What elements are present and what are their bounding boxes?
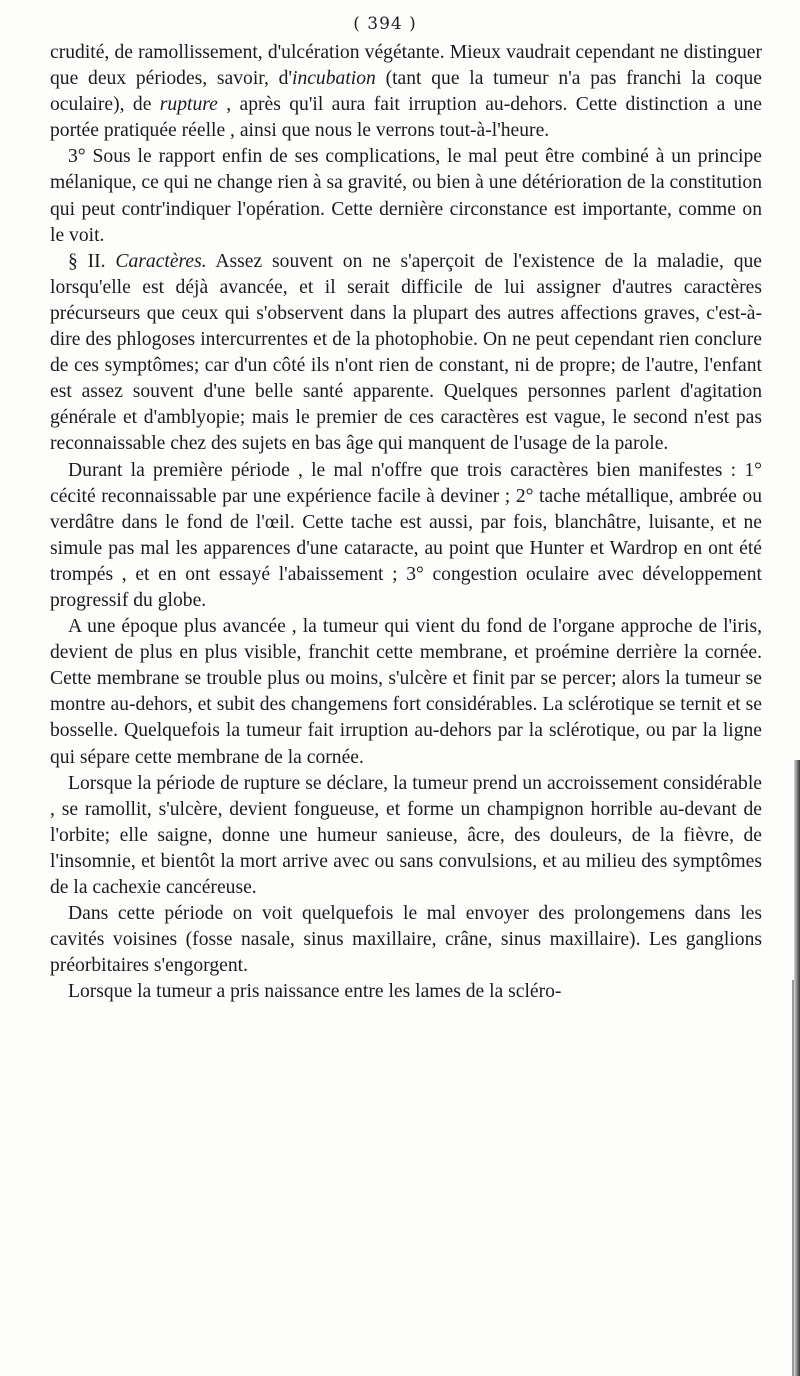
text-span: 3° Sous le rapport enfin de ses complications, le mal peut être combiné à un principe mélanique, ce qui ne change rien à sa gravité, ou bien à une détérioration de la constitution qui peut contr'indiquer l'opération. Cette dernière circonstance est importante, comme on le voit. <box>50 146 762 246</box>
paragraph-3-section-ii <box>50 249 762 458</box>
paragraph-5 <box>50 614 762 771</box>
paragraph-8 <box>50 979 762 1005</box>
text-span: Durant la première période , le mal n'offre que trois caractères bien manifestes : 1° cécité reconnaissable par une expérience facile à deviner ; 2° tache métallique, ambrée ou verdâtre dans le fond de l'œil. Cette tache est aussi, par fois, blanchâtre, luisante, et ne simule pas mal les apparences d'une cataracte, au point que Hunter et Wardrop en ont été trompés , et en ont essayé l'abaissement ; 3° congestion oculaire avec développement progressif du globe. <box>50 459 762 611</box>
section-mark: § II. <box>68 250 116 272</box>
italic-term-rupture: rupture <box>159 94 218 116</box>
text-span: A une époque plus avancée , la tumeur qui vient du fond de l'organe approche de l'iris, devient de plus en plus visible, franchit cette membrane, et proémine derrière la cornée. Cette membrane se trouble plus ou moins, s'ulcère et finit par se percer; alors la tumeur se montre au-dehors, et subit des changemens fort considérables. La sclérotique se ternit et se bosselle. Quelquefois la tumeur fait irruption au-dehors par la sclérotique, ou par la ligne qui sépare cette membrane de la cornée. <box>50 616 762 768</box>
text-span: Lorsque la période de rupture se déclare, la tumeur prend un accroissement considérable , se ramollit, s'ulcère, devient fongueuse, et forme un champignon horrible au-devant de l'orbite; elle saigne, donne une humeur sanieuse, âcre, des douleurs, de la fièvre, de l'insomnie, et bientôt la mort arrive avec ou sans convulsions, et au milieu des symptômes de la cachexie cancéreuse. <box>50 772 762 898</box>
page-edge-shadow <box>794 760 800 1376</box>
paragraph-4 <box>50 458 762 615</box>
paragraph-1 <box>50 40 762 144</box>
text-span: Lorsque la tumeur a pris naissance entre les lames de la scléro- <box>68 981 562 1003</box>
text-span: Dans cette période on voit quelquefois le mal envoyer des prolongemens dans les cavités voisines (fosse nasale, sinus maxillaire, crâne, sinus maxillaire). Les ganglions préorbitaires s'engorgent. <box>50 903 762 977</box>
section-title: Caractères. <box>115 250 207 272</box>
paragraph-7 <box>50 901 762 979</box>
body-text <box>50 40 762 1005</box>
text-span: (tant que la tumeur n'a pas franchi la coque oculaire), de <box>50 68 762 116</box>
text-span: crudité, de ramollissement, d'ulcération végétante. Mieux vaudrait cependant ne distinguer que deux périodes, savoir, d' <box>50 42 762 90</box>
italic-term-incubation: incubation <box>292 68 376 90</box>
paragraph-6 <box>50 771 762 901</box>
page-edge-line <box>792 980 794 1376</box>
text-span: , après qu'il aura fait irruption au-dehors. Cette distinction a une portée pratiquée réelle , ainsi que nous le verrons tout-à-l'heure. <box>50 94 762 142</box>
page-number: ( 394 ) <box>353 14 417 34</box>
text-span: Assez souvent on ne s'aperçoit de l'existence de la maladie, que lorsqu'elle est déjà avancée, et il serait difficile de lui assigner d'autres caractères précurseurs que ceux qui s'observent dans la plupart des autres affections graves, c'est-à-dire des phlogoses intercurrentes et de la photophobie. On ne peut cependant rien conclure de ces symptômes; car d'un côté ils n'ont rien de constant, ni de propre; de l'autre, l'enfant est assez souvent d'une belle santé apparente. Quelques personnes parlent d'agitation générale et d'amblyopie; mais le premier de ces caractères est vague, le second n'est pas reconnaissable chez des sujets en bas âge qui manquent de l'usage de la parole. <box>50 250 762 455</box>
paragraph-2 <box>50 144 762 248</box>
